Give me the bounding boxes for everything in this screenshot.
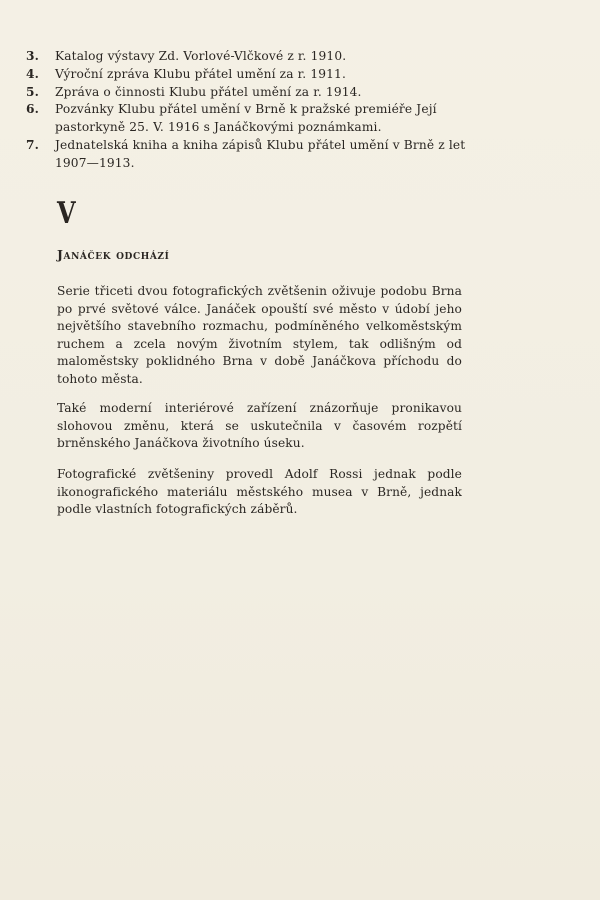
section-heading: Janáček odchází xyxy=(57,247,170,262)
section-numeral: V xyxy=(57,196,76,231)
list-item xyxy=(26,66,476,84)
list-item-text: Katalog výstavy Zd. Vorlové-Vlčkové z r. 1910. xyxy=(55,49,347,63)
list-item-number: 3. xyxy=(26,49,40,63)
list-item-text: Pozvánky Klubu přátel umění v Brně k pražské premiéře Její pastorkyně 25. V. 1916 s Janáčkovými poznámkami. xyxy=(55,102,437,135)
exhibit-list xyxy=(26,48,476,173)
list-item-number: 6. xyxy=(26,102,40,117)
list-item-text: Výroční zpráva Klubu přátel umění za r. 1911. xyxy=(55,66,346,81)
paragraph-2: Také moderní interiérové zařízení znázorňuje pronikavou slohovou změnu, která se uskutečnila v časovém rozpětí brněnského Janáčkova životního úseku. xyxy=(57,401,462,451)
list-item xyxy=(26,84,476,102)
list-item-number: 5. xyxy=(26,84,40,99)
paragraph-1: Serie třiceti dvou fotografických zvětšenin oživuje podobu Brna po prvé světové válce. Janáček opouští své město v údobí jeho největšího stavebního rozmachu, podmíněného velkoměstským ruchem a zcela novým životním stylem, tak odlišným od maloměstsky poklidného Brna v době Janáčkova příchodu do tohoto města. xyxy=(57,284,462,386)
list-item-number: 7. xyxy=(26,137,40,152)
list-item xyxy=(26,101,476,137)
paragraph-3: Fotografické zvětšeniny provedl Adolf Rossi jednak podle ikonografického materiálu městského musea v Brně, jednak podle vlastních fotografických záběrů. xyxy=(57,467,462,517)
list-item xyxy=(26,137,476,173)
list-item-text: Jednatelská kniha a kniha zápisů Klubu přátel umění v Brně z let 1907—1913. xyxy=(55,137,466,170)
list-item-text: Zpráva o činnosti Klubu přátel umění za r. 1914. xyxy=(55,84,362,99)
list-item xyxy=(26,48,476,66)
list-item-number: 4. xyxy=(26,66,40,81)
